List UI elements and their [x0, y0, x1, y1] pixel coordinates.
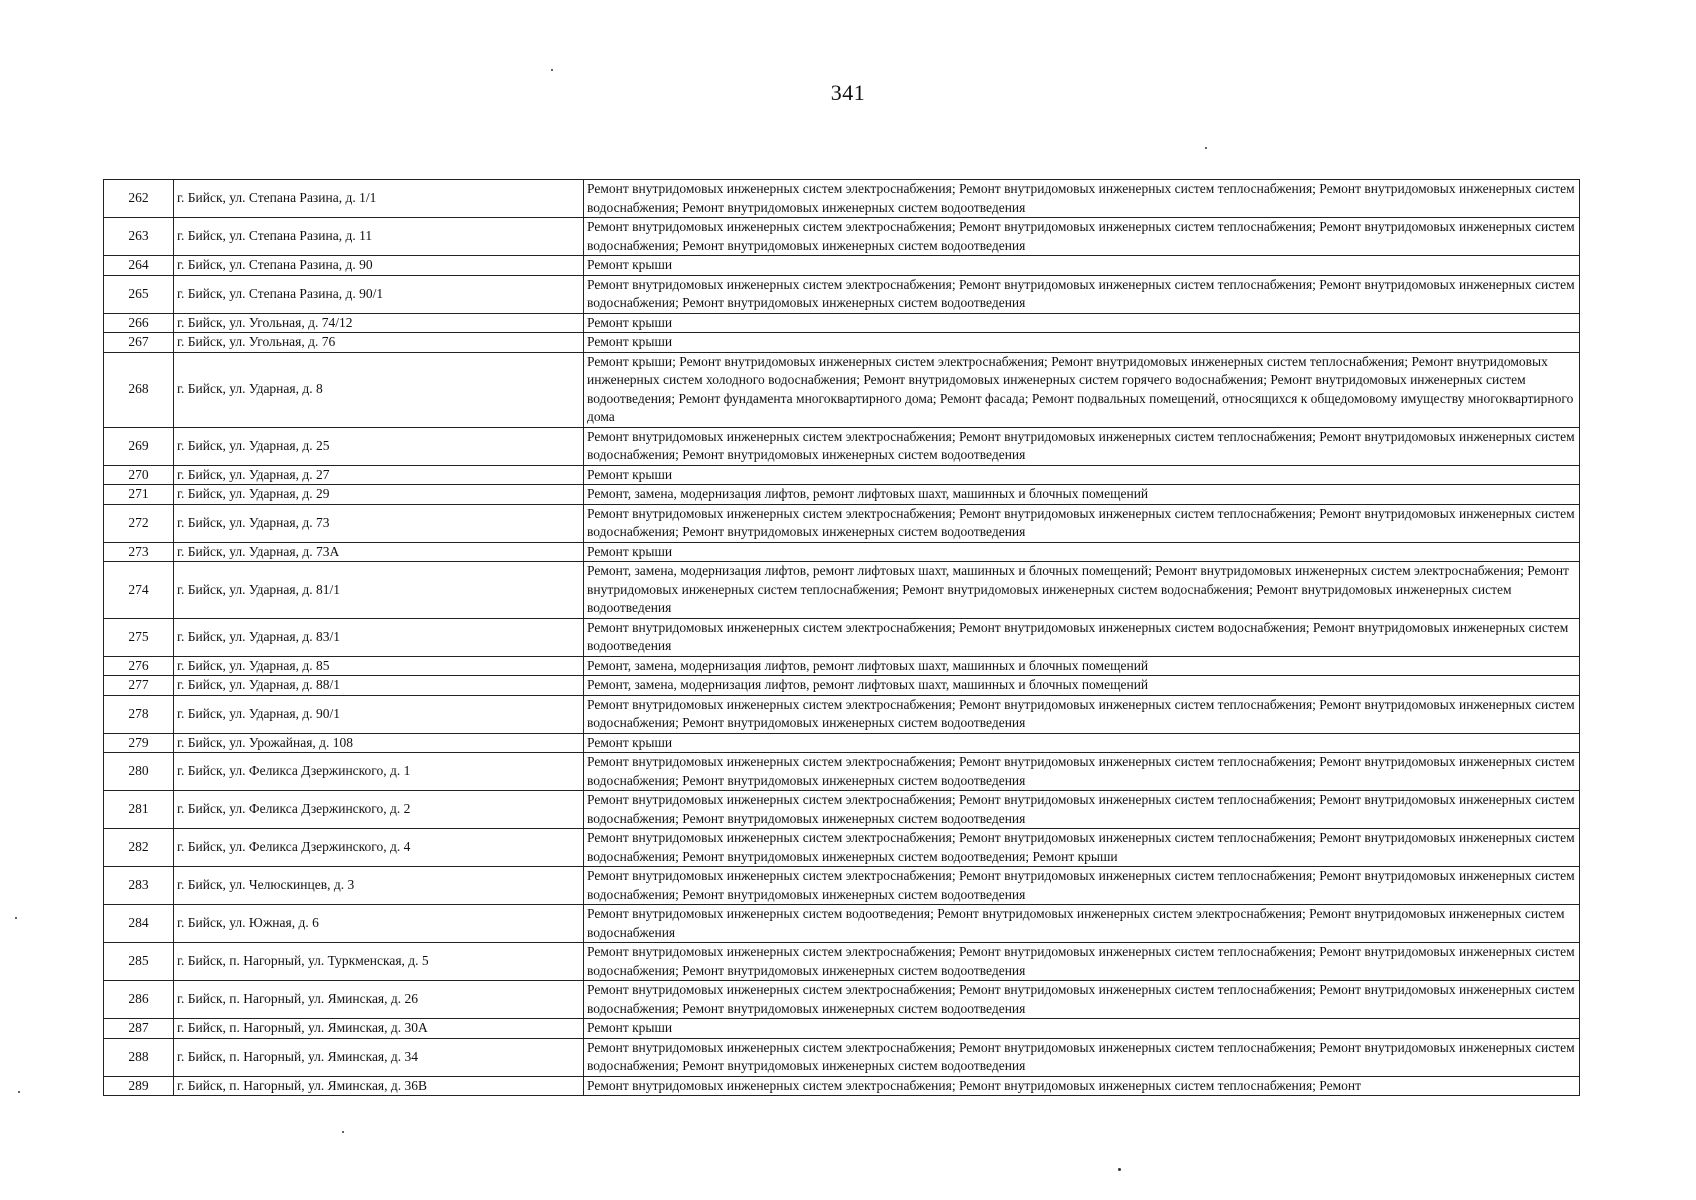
row-works: Ремонт крыши — [584, 542, 1580, 562]
table-row — [104, 981, 1580, 1019]
row-number: 272 — [104, 504, 174, 542]
scan-speck — [342, 1131, 344, 1133]
row-address: г. Бийск, ул. Ударная, д. 73 — [174, 504, 584, 542]
row-address: г. Бийск, ул. Челюскинцев, д. 3 — [174, 867, 584, 905]
row-number: 270 — [104, 465, 174, 485]
row-address: г. Бийск, ул. Ударная, д. 90/1 — [174, 695, 584, 733]
row-address: г. Бийск, ул. Ударная, д. 25 — [174, 427, 584, 465]
row-number: 289 — [104, 1076, 174, 1096]
table-row — [104, 905, 1580, 943]
row-works: Ремонт внутридомовых инженерных систем электроснабжения; Ремонт внутридомовых инженерных систем теплоснабжения; Ремонт внутридомовых инженерных систем водоснабжения; Ремонт внутридомовых инженерных систем водоотведения — [584, 791, 1580, 829]
row-address: г. Бийск, п. Нагорный, ул. Яминская, д. 26 — [174, 981, 584, 1019]
page-number: 341 — [830, 80, 866, 105]
row-works: Ремонт внутридомовых инженерных систем электроснабжения; Ремонт внутридомовых инженерных систем теплоснабжения; Ремонт внутридомовых инженерных систем водоснабжения; Ремонт внутридомовых инженерных систем водоотведения — [584, 504, 1580, 542]
row-works: Ремонт, замена, модернизация лифтов, ремонт лифтовых шахт, машинных и блочных помещений; Ремонт внутридомовых инженерных систем электроснабжения; Ремонт внутридомовых инженерных систем теплоснабжения; Ремонт внутридомовых инженерных систем водоснабжения; Ремонт внутридомовых инженерных систем водоотведения — [584, 562, 1580, 619]
row-works: Ремонт внутридомовых инженерных систем электроснабжения; Ремонт внутридомовых инженерных систем теплоснабжения; Ремонт внутридомовых инженерных систем водоснабжения; Ремонт внутридомовых инженерных систем водоотведения — [584, 753, 1580, 791]
row-works: Ремонт крыши — [584, 313, 1580, 333]
row-number: 271 — [104, 485, 174, 505]
table-row — [104, 504, 1580, 542]
row-address: г. Бийск, ул. Ударная, д. 8 — [174, 352, 584, 427]
table-row — [104, 218, 1580, 256]
row-address: г. Бийск, п. Нагорный, ул. Яминская, д. 34 — [174, 1038, 584, 1076]
row-works: Ремонт внутридомовых инженерных систем водоотведения; Ремонт внутридомовых инженерных систем электроснабжения; Ремонт внутридомовых инженерных систем водоснабжения — [584, 905, 1580, 943]
row-number: 284 — [104, 905, 174, 943]
table-row — [104, 465, 1580, 485]
row-works: Ремонт внутридомовых инженерных систем электроснабжения; Ремонт внутридомовых инженерных систем теплоснабжения; Ремонт — [584, 1076, 1580, 1096]
row-address: г. Бийск, ул. Ударная, д. 73А — [174, 542, 584, 562]
table-row — [104, 943, 1580, 981]
row-number: 274 — [104, 562, 174, 619]
row-works: Ремонт внутридомовых инженерных систем электроснабжения; Ремонт внутридомовых инженерных систем теплоснабжения; Ремонт внутридомовых инженерных систем водоснабжения; Ремонт внутридомовых инженерных систем водоотведения — [584, 1038, 1580, 1076]
row-works: Ремонт крыши — [584, 333, 1580, 353]
row-works: Ремонт внутридомовых инженерных систем электроснабжения; Ремонт внутридомовых инженерных систем теплоснабжения; Ремонт внутридомовых инженерных систем водоснабжения; Ремонт внутридомовых инженерных систем водоотведения — [584, 981, 1580, 1019]
table-row — [104, 867, 1580, 905]
row-address: г. Бийск, п. Нагорный, ул. Яминская, д. 36В — [174, 1076, 584, 1096]
table-row — [104, 695, 1580, 733]
row-address: г. Бийск, ул. Феликса Дзержинского, д. 1 — [174, 753, 584, 791]
table-row — [104, 542, 1580, 562]
row-number: 288 — [104, 1038, 174, 1076]
table-row — [104, 676, 1580, 696]
row-address: г. Бийск, ул. Ударная, д. 85 — [174, 656, 584, 676]
row-address: г. Бийск, ул. Степана Разина, д. 1/1 — [174, 180, 584, 218]
row-works: Ремонт, замена, модернизация лифтов, ремонт лифтовых шахт, машинных и блочных помещений — [584, 485, 1580, 505]
row-number: 269 — [104, 427, 174, 465]
row-number: 268 — [104, 352, 174, 427]
row-address: г. Бийск, ул. Степана Разина, д. 90/1 — [174, 275, 584, 313]
table-row — [104, 829, 1580, 867]
table-row — [104, 1038, 1580, 1076]
row-address: г. Бийск, ул. Ударная, д. 88/1 — [174, 676, 584, 696]
table-row — [104, 313, 1580, 333]
row-works: Ремонт крыши — [584, 465, 1580, 485]
row-works: Ремонт внутридомовых инженерных систем электроснабжения; Ремонт внутридомовых инженерных систем теплоснабжения; Ремонт внутридомовых инженерных систем водоснабжения; Ремонт внутридомовых инженерных систем водоотведения — [584, 218, 1580, 256]
row-works: Ремонт крыши; Ремонт внутридомовых инженерных систем электроснабжения; Ремонт внутридомовых инженерных систем теплоснабжения; Ремонт внутридомовых инженерных систем холодного водоснабжения; Ремонт внутридомовых инженерных систем горячего водоснабжения; Ремонт внутридомовых инженерных систем водоотведения; Ремонт фундамента многоквартирного дома; Ремонт фасада; Ремонт подвальных помещений, относящихся к общедомовому имуществу многоквартирного дома — [584, 352, 1580, 427]
row-number: 263 — [104, 218, 174, 256]
row-number: 285 — [104, 943, 174, 981]
register-rows — [104, 180, 1580, 1096]
table-row — [104, 791, 1580, 829]
table-row — [104, 180, 1580, 218]
row-works: Ремонт, замена, модернизация лифтов, ремонт лифтовых шахт, машинных и блочных помещений — [584, 656, 1580, 676]
table-row — [104, 733, 1580, 753]
row-number: 279 — [104, 733, 174, 753]
row-number: 264 — [104, 256, 174, 276]
row-address: г. Бийск, ул. Ударная, д. 81/1 — [174, 562, 584, 619]
table-row — [104, 256, 1580, 276]
table-row — [104, 333, 1580, 353]
row-address: г. Бийск, ул. Южная, д. 6 — [174, 905, 584, 943]
row-works: Ремонт крыши — [584, 733, 1580, 753]
row-number: 278 — [104, 695, 174, 733]
row-works: Ремонт внутридомовых инженерных систем электроснабжения; Ремонт внутридомовых инженерных систем теплоснабжения; Ремонт внутридомовых инженерных систем водоснабжения; Ремонт внутридомовых инженерных систем водоотведения — [584, 180, 1580, 218]
row-number: 265 — [104, 275, 174, 313]
row-address: г. Бийск, ул. Степана Разина, д. 90 — [174, 256, 584, 276]
row-works: Ремонт крыши — [584, 1019, 1580, 1039]
row-address: г. Бийск, ул. Степана Разина, д. 11 — [174, 218, 584, 256]
row-address: г. Бийск, ул. Ударная, д. 27 — [174, 465, 584, 485]
row-works: Ремонт внутридомовых инженерных систем электроснабжения; Ремонт внутридомовых инженерных систем теплоснабжения; Ремонт внутридомовых инженерных систем водоснабжения; Ремонт внутридомовых инженерных систем водоотведения; Ремонт крыши — [584, 829, 1580, 867]
table-row — [104, 485, 1580, 505]
table-row — [104, 427, 1580, 465]
row-number: 282 — [104, 829, 174, 867]
row-number: 287 — [104, 1019, 174, 1039]
row-number: 283 — [104, 867, 174, 905]
row-number: 281 — [104, 791, 174, 829]
row-address: г. Бийск, ул. Ударная, д. 83/1 — [174, 618, 584, 656]
scan-speck — [1205, 147, 1207, 149]
table-row — [104, 753, 1580, 791]
row-number: 267 — [104, 333, 174, 353]
table-row — [104, 352, 1580, 427]
row-address: г. Бийск, ул. Ударная, д. 29 — [174, 485, 584, 505]
row-works: Ремонт крыши — [584, 256, 1580, 276]
table-row — [104, 275, 1580, 313]
row-number: 273 — [104, 542, 174, 562]
table-row — [104, 618, 1580, 656]
row-works: Ремонт, замена, модернизация лифтов, ремонт лифтовых шахт, машинных и блочных помещений — [584, 676, 1580, 696]
scan-speck — [18, 1091, 20, 1093]
scan-speck — [551, 69, 553, 71]
scan-speck — [1118, 1168, 1121, 1171]
row-number: 276 — [104, 656, 174, 676]
row-works: Ремонт внутридомовых инженерных систем электроснабжения; Ремонт внутридомовых инженерных систем теплоснабжения; Ремонт внутридомовых инженерных систем водоснабжения; Ремонт внутридомовых инженерных систем водоотведения — [584, 275, 1580, 313]
row-works: Ремонт внутридомовых инженерных систем электроснабжения; Ремонт внутридомовых инженерных систем теплоснабжения; Ремонт внутридомовых инженерных систем водоснабжения; Ремонт внутридомовых инженерных систем водоотведения — [584, 943, 1580, 981]
row-address: г. Бийск, п. Нагорный, ул. Туркменская, д. 5 — [174, 943, 584, 981]
row-number: 286 — [104, 981, 174, 1019]
row-works: Ремонт внутридомовых инженерных систем электроснабжения; Ремонт внутридомовых инженерных систем водоснабжения; Ремонт внутридомовых инженерных систем водоотведения — [584, 618, 1580, 656]
table-row — [104, 1076, 1580, 1096]
repair-register-table — [103, 179, 1580, 1096]
row-address: г. Бийск, ул. Урожайная, д. 108 — [174, 733, 584, 753]
table-row — [104, 1019, 1580, 1039]
row-number: 277 — [104, 676, 174, 696]
row-address: г. Бийск, ул. Феликса Дзержинского, д. 2 — [174, 791, 584, 829]
table-row — [104, 562, 1580, 619]
row-number: 280 — [104, 753, 174, 791]
row-works: Ремонт внутридомовых инженерных систем электроснабжения; Ремонт внутридомовых инженерных систем теплоснабжения; Ремонт внутридомовых инженерных систем водоснабжения; Ремонт внутридомовых инженерных систем водоотведения — [584, 695, 1580, 733]
row-works: Ремонт внутридомовых инженерных систем электроснабжения; Ремонт внутридомовых инженерных систем теплоснабжения; Ремонт внутридомовых инженерных систем водоснабжения; Ремонт внутридомовых инженерных систем водоотведения — [584, 427, 1580, 465]
scan-speck — [15, 917, 17, 919]
row-number: 266 — [104, 313, 174, 333]
row-address: г. Бийск, п. Нагорный, ул. Яминская, д. 30А — [174, 1019, 584, 1039]
row-address: г. Бийск, ул. Угольная, д. 76 — [174, 333, 584, 353]
row-address: г. Бийск, ул. Феликса Дзержинского, д. 4 — [174, 829, 584, 867]
row-number: 275 — [104, 618, 174, 656]
row-address: г. Бийск, ул. Угольная, д. 74/12 — [174, 313, 584, 333]
table-row — [104, 656, 1580, 676]
row-number: 262 — [104, 180, 174, 218]
row-works: Ремонт внутридомовых инженерных систем электроснабжения; Ремонт внутридомовых инженерных систем теплоснабжения; Ремонт внутридомовых инженерных систем водоснабжения; Ремонт внутридомовых инженерных систем водоотведения — [584, 867, 1580, 905]
